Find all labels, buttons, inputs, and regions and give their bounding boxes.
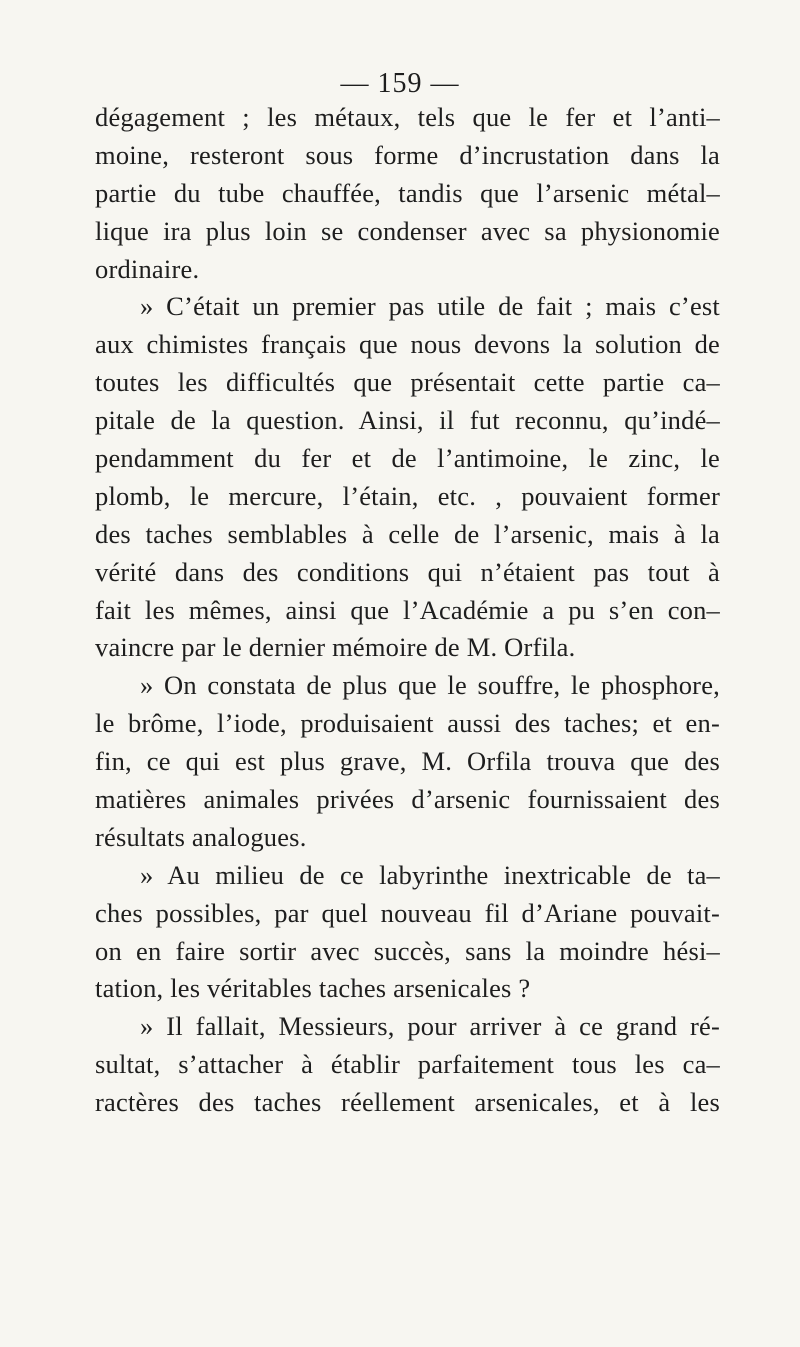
text-line: plomb, le mercure, l’étain, etc. , pouvaient former <box>95 480 720 511</box>
text-line: toutes les difficultés que présentait cette partie ca– <box>95 367 720 398</box>
text-line: » C’était un premier pas utile de fait ; mais c’est <box>140 291 720 322</box>
text-line: » On constata de plus que le souffre, le phosphore, <box>140 670 720 701</box>
text-line: lique ira plus loin se condenser avec sa physionomie <box>95 215 720 246</box>
text-line: des taches semblables à celle de l’arsenic, mais à la <box>95 518 720 549</box>
text-line: résultats analogues. <box>95 821 307 852</box>
text-line: ches possibles, par quel nouveau fil d’Ariane pouvait- <box>95 897 720 928</box>
text-line: ractères des taches réellement arsenicales, et à les <box>95 1087 720 1118</box>
text-line: dégagement ; les métaux, tels que le fer et l’anti– <box>95 102 720 132</box>
text-line: moine, resteront sous forme d’incrustation dans la <box>95 139 720 170</box>
text-line: sultat, s’attacher à établir parfaitement tous les ca– <box>95 1049 720 1080</box>
text-line: matières animales privées d’arsenic fournissaient des <box>95 784 720 815</box>
text-line: fait les mêmes, ainsi que l’Académie a pu s’en con– <box>95 594 720 625</box>
text-line: » Il fallait, Messieurs, pour arriver à ce grand ré- <box>140 1011 720 1042</box>
text-line: pendamment du fer et de l’antimoine, le zinc, le <box>95 443 720 474</box>
page-number: — 159 — <box>340 68 460 99</box>
text-line: vaincre par le dernier mémoire de M. Orfila. <box>95 632 576 663</box>
text-line: le brôme, l’iode, produisaient aussi des taches; et en- <box>95 708 720 739</box>
text-line: pitale de la question. Ainsi, il fut reconnu, qu’indé– <box>95 405 720 436</box>
text-line: » Au milieu de ce labyrinthe inextricable de ta– <box>140 859 720 890</box>
text-line: on en faire sortir avec succès, sans la moindre hési– <box>95 935 720 966</box>
text-line: fin, ce qui est plus grave, M. Orfila trouva que des <box>95 746 720 777</box>
body-text <box>95 99 720 1122</box>
text-line: ordinaire. <box>95 253 200 284</box>
text-line: vérité dans des conditions qui n’étaient pas tout à <box>95 556 720 587</box>
text-line: tation, les véritables taches arsenicales ? <box>95 973 531 1004</box>
text-line: partie du tube chauffée, tandis que l’arsenic métal– <box>95 177 720 208</box>
text-line: aux chimistes français que nous devons la solution de <box>95 329 720 360</box>
